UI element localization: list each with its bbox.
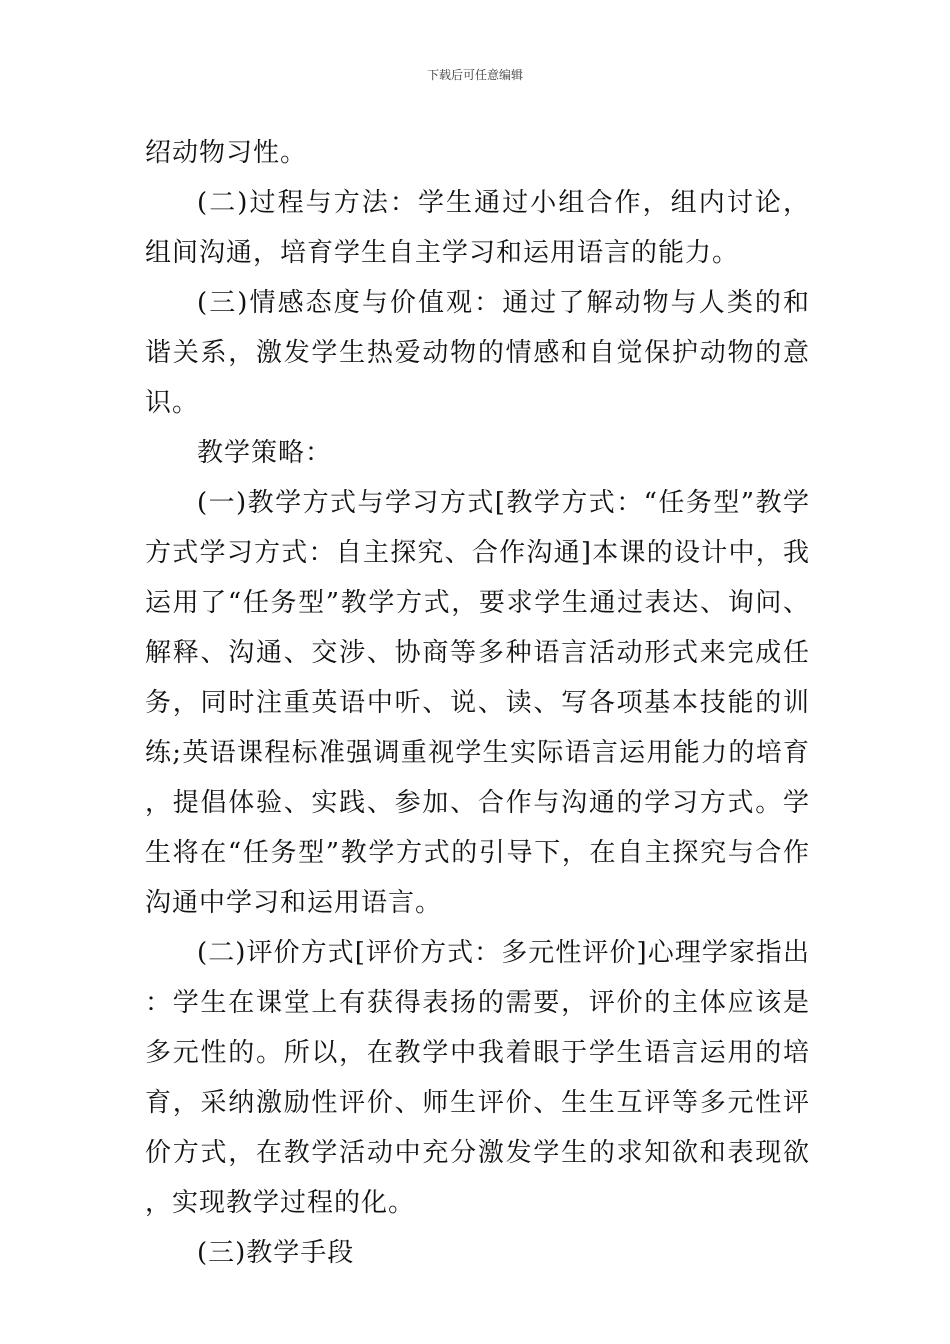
page-header: 下载后可任意编辑	[426, 68, 523, 82]
document-body	[145, 128, 810, 1278]
paragraph-teaching-means: (三)教学手段	[197, 1238, 355, 1268]
paragraph-process-method: (二)过程与方法：学生通过小组合作，组内讨论，组间沟通，培育学生自主学习和运用语言的能力。	[145, 188, 810, 268]
paragraph-emotion-values: (三)情感态度与价值观：通过了解动物与人类的和谐关系，激发学生热爱动物的情感和自觉保护动物的意识。	[145, 288, 810, 418]
paragraph-continuation: 绍动物习性。	[145, 138, 308, 168]
paragraph-teaching-methods: (一)教学方式与学习方式[教学方式：“任务型”教学方式学习方式：自主探究、合作沟通]本课的设计中，我运用了“任务型”教学方式，要求学生通过表达、询问、解释、沟通、交涉、协商等多种语言活动形式来完成任务，同时注重英语中听、说、读、写各项基本技能的训练;英语课程标准强调重视学生实际语言运用能力的培育，提倡体验、实践、参加、合作与沟通的学习方式。学生将在“任务型”教学方式的引导下，在自主探究与合作沟通中学习和运用语言。	[145, 488, 810, 918]
paragraph-strategy-heading: 教学策略：	[197, 438, 333, 468]
paragraph-evaluation: (二)评价方式[评价方式：多元性评价]心理学家指出：学生在课堂上有获得表扬的需要，评价的主体应该是多元性的。所以，在教学中我着眼于学生语言运用的培育，采纳激励性评价、师生评价、生生互评等多元性评价方式，在教学活动中充分激发学生的求知欲和表现欲，实现教学过程的化。	[145, 938, 810, 1218]
